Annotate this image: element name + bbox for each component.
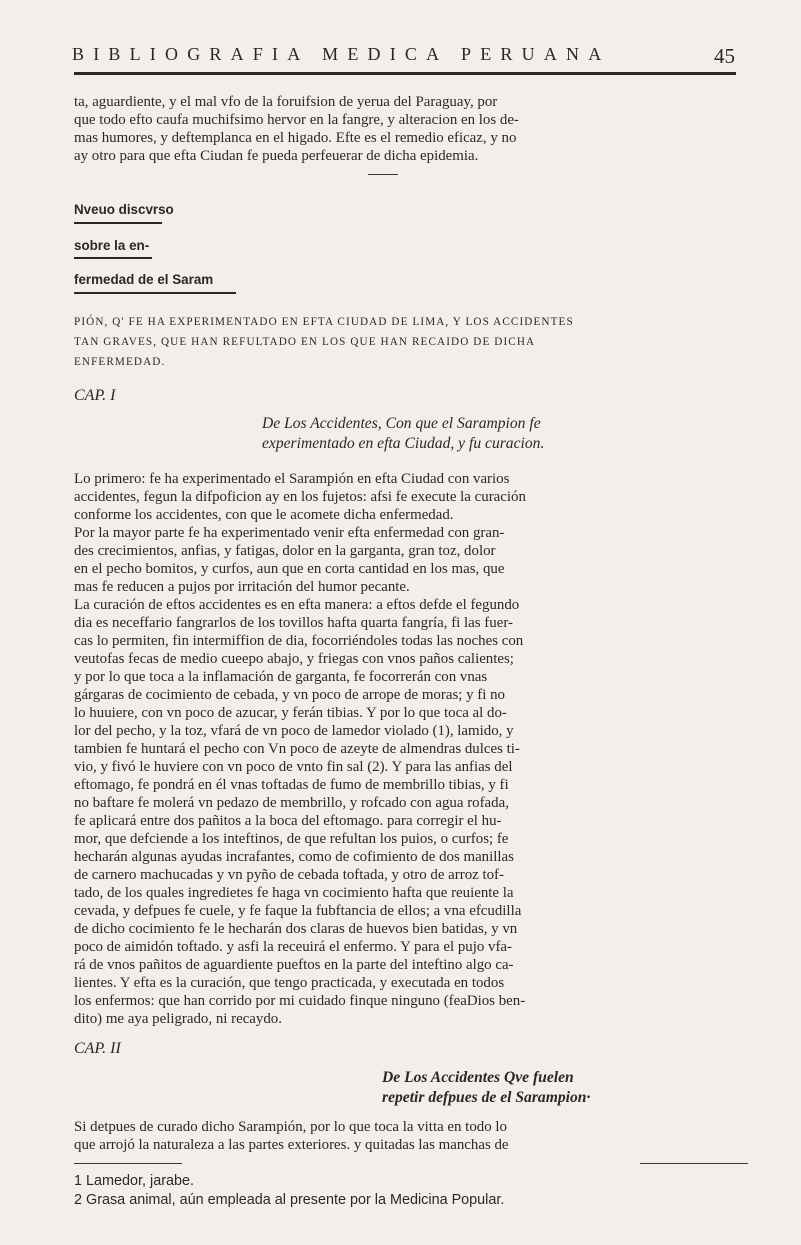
text-line: poco de aimidón toftado. y asfi la receuirá el enfermo. Y para el pujo vfa-	[74, 939, 512, 955]
section-title-line-1: Nveuo discvrso	[74, 202, 174, 217]
text-line: conforme los accidentes, con que le acomete dicha enfermedad.	[74, 507, 454, 523]
text-line: lo huuiere, con vn poco de azucar, y ferán tibias. Y por lo que toca al do-	[74, 705, 507, 721]
footnote-rule	[74, 1163, 182, 1164]
text-line: La curación de eftos accidentes es en efta manera: a eftos defde el fegundo	[74, 597, 520, 613]
section-title-rule	[74, 292, 236, 294]
section-title-line-2: sobre la en-	[74, 238, 150, 253]
text-line: ta, aguardiente, y el mal vfo de la foruifsion de yerua del Paraguay, por	[74, 94, 498, 110]
text-line: y por lo que toca a la inflamación de garganta, fe focorrerán con vnas	[74, 669, 488, 685]
text-line: vio, y fivó le huviere con vn poco de vnto fin sal (2). Y para las anfias del	[74, 759, 513, 775]
text-line: tambien fe huntará el pecho con Vn poco de azeyte de almendras dulces ti-	[74, 741, 520, 757]
text-line: ENFERMEDAD.	[74, 356, 166, 368]
chapter-2-label: CAP. II	[74, 1040, 121, 1057]
chapter-2-body	[74, 1118, 749, 1154]
text-line: accidentes, fegun la difpoficion ay en los fujetos: afsi fe execute la curación	[74, 489, 526, 505]
section-title-rule	[74, 257, 152, 259]
text-line: mas humores, y deftemplanca en el higado. Efte es el remedio eficaz, y no	[74, 130, 517, 146]
text-line: de carnero machucadas y vn pyño de cebada toftada, y otro de arroz tof-	[74, 867, 504, 883]
text-line: Lo primero: fe ha experimentado el Sarampión en efta Ciudad con varios	[74, 471, 510, 487]
text-line: que todo efto caufa muchifsimo hervor en la fangre, y alteracion en los de-	[74, 112, 519, 128]
footnotes	[74, 1172, 504, 1210]
text-line: mas fe reducen a pujos por irritación del humor pecante.	[74, 579, 410, 595]
page-number: 45	[714, 44, 735, 68]
text-line: Por la mayor parte fe ha experimentado venir efta enfermedad con gran-	[74, 525, 505, 541]
caps-subtitle	[74, 312, 754, 372]
text-line: hecharán algunas ayudas incrafantes, como de cofimiento de dos manillas	[74, 849, 514, 865]
footnote: 2 Grasa animal, aún empleada al presente por la Medicina Popular.	[74, 1192, 505, 1208]
text-line: PIÓN, Q' FE HA EXPERIMENTADO EN EFTA CIUDAD DE LIMA, Y LOS ACCIDENTES	[74, 316, 574, 328]
text-line: De Los Accidentes Qve fuelen	[382, 1069, 574, 1086]
section-title-line-3: fermedad de el Saram	[74, 272, 214, 287]
text-line: experimentado en efta Ciudad, y fu curacion.	[262, 435, 545, 452]
header-rule	[74, 72, 736, 75]
text-line: ay otro para que efta Ciudan fe pueda perfeuerar de dicha epidemia.	[74, 148, 479, 164]
text-line: en el pecho bomitos, y curfos, aun que en corta cantidad en los mas, que	[74, 561, 505, 577]
chapter-1-title	[262, 414, 544, 454]
chapter-2-title	[382, 1068, 590, 1108]
footnote: 1 Lamedor, jarabe.	[74, 1173, 195, 1189]
text-line: los enfermos: que han corrido por mi cuidado finque ninguno (feaDios ben-	[74, 993, 526, 1009]
text-line: no baftare fe molerá vn pedazo de membrillo, y rofcado con agua rofada,	[74, 795, 509, 811]
text-line: TAN GRAVES, QUE HAN REFULTADO EN LOS QUE HAN RECAIDO DE DICHA	[74, 336, 536, 348]
text-line: cevada, y defpues fe cuele, y fe faque la fubftancia de ellos; a vna efcudilla	[74, 903, 522, 919]
text-line: rá de vnos pañitos de aguardiente pueftos en la parte del inteftino algo ca-	[74, 957, 514, 973]
text-line: veutofas fecas de medio cueepo abajo, y friegas con vnos paños calientes;	[74, 651, 514, 667]
text-line: Si detpues de curado dicho Sarampión, por lo que toca la vitta en todo lo	[74, 1119, 507, 1135]
text-line: lientes. Y efta es la curación, que tengo practicada, y executada en todos	[74, 975, 505, 991]
separator-rule	[368, 174, 398, 175]
text-line: que arrojó la naturaleza a las partes exteriores. y quitadas las manchas de	[74, 1137, 509, 1153]
running-head: BIBLIOGRAFIA MEDICA PERUANA	[72, 44, 611, 64]
text-line: fe aplicará entre dos pañitos a la boca del eftomago. para corregir el hu-	[74, 813, 502, 829]
text-line: repetir defpues de el Sarampion·	[382, 1089, 591, 1106]
chapter-1-body	[74, 470, 749, 1028]
text-line: eftomago, fe pondrá en él vnas toftadas de fumo de membrillo tibias, y fi	[74, 777, 509, 793]
intro-paragraph	[74, 93, 749, 165]
footnote-rule	[640, 1163, 748, 1164]
chapter-1-label: CAP. I	[74, 387, 116, 404]
text-line: dia es neceffario fangrarlos de los tovillos hafta quarta fangría, fi las fuer-	[74, 615, 513, 631]
text-line: mor, que defciende a los inteftinos, de que refultan los puios, o curfos; fe	[74, 831, 509, 847]
text-line: lor del pecho, y la toz, vfará de vn poco de lamedor violado (1), lamido, y	[74, 723, 514, 739]
section-title-rule	[74, 222, 162, 224]
text-line: De Los Accidentes, Con que el Sarampion fe	[262, 415, 541, 432]
text-line: des crecimientos, anfias, y fatigas, dolor en la garganta, gran toz, dolor	[74, 543, 496, 559]
text-line: dito) me aya peligrado, ni recaydo.	[74, 1011, 282, 1027]
text-line: gárgaras de cocimiento de cebada, y vn poco de arrope de moras; y fi no	[74, 687, 505, 703]
text-line: cas lo permiten, fin intermiffion de dia, focorriéndoles todas las noches con	[74, 633, 524, 649]
text-line: tado, de los quales ingredietes fe haga vn cocimiento hafta que reuiente la	[74, 885, 514, 901]
text-line: de dicho cocimiento fe le hecharán dos claras de huevos bien batidas, y vn	[74, 921, 518, 937]
